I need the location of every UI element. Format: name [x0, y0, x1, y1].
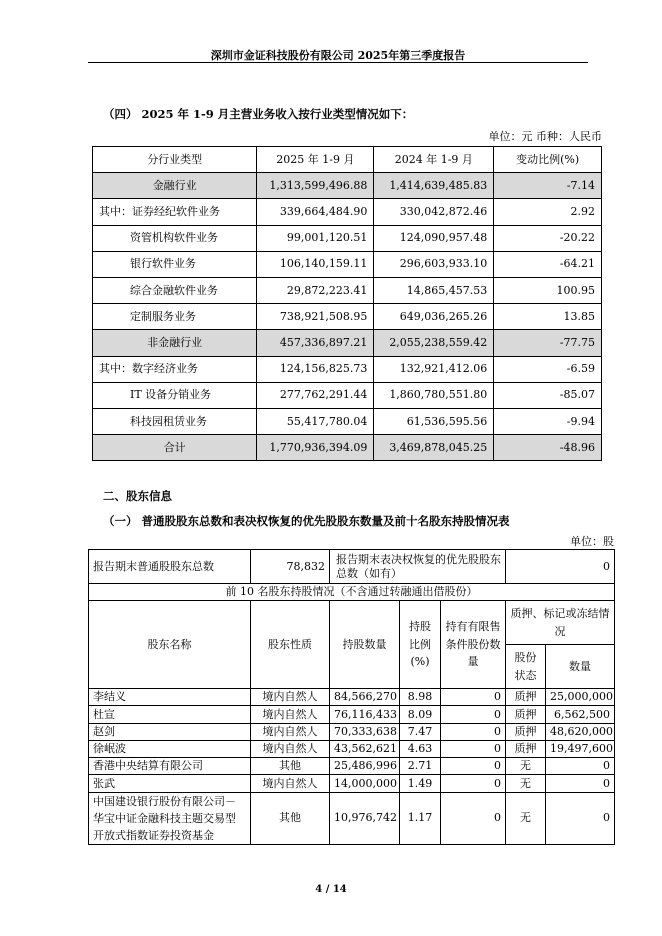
table-header-row	[93, 147, 602, 173]
holder-shares: 70,333,638	[330, 723, 400, 740]
col-header-2024: 2024 年 1-9 月	[374, 147, 494, 173]
holder-name: 杜宣	[89, 706, 251, 723]
holder-ratio: 1.17	[400, 792, 441, 844]
change-ratio: -6.59	[494, 356, 602, 382]
value-2025: 55,417,780.04	[257, 408, 374, 434]
holder-qty: 19,497,600	[546, 740, 615, 757]
holder-name: 徐岷波	[89, 740, 251, 757]
holder-restricted: 0	[441, 740, 506, 757]
industry-name: 金融行业	[93, 173, 257, 199]
holder-shares: 25,486,996	[330, 758, 400, 775]
holder-shares: 84,566,270	[330, 689, 400, 706]
value-2025: 124,156,825.73	[257, 356, 374, 382]
shareholders-table	[88, 549, 615, 845]
holder-status: 质押	[506, 740, 546, 757]
value-2024: 132,921,412.06	[374, 356, 494, 382]
industry-name: 综合金融软件业务	[93, 277, 257, 303]
table-row	[89, 689, 615, 706]
change-ratio: -64.21	[494, 251, 602, 277]
table-row	[89, 706, 615, 723]
section-2-unit: 单位：股	[570, 535, 614, 548]
holder-ratio: 8.98	[400, 689, 441, 706]
col-header-restricted: 持有有限售条件股份数量	[441, 601, 506, 689]
holder-shares: 76,116,433	[330, 706, 400, 723]
pref-holders-label: 报告期末表决权恢复的优先股股东总数（如有）	[330, 550, 506, 584]
holder-name: 香港中央结算有限公司	[89, 758, 251, 775]
table-row	[93, 382, 602, 408]
value-2025: 99,001,120.51	[257, 225, 374, 251]
change-ratio: -7.14	[494, 173, 602, 199]
page-number: 4 / 14	[315, 884, 347, 895]
change-ratio: -48.96	[494, 435, 602, 461]
table-row	[93, 304, 602, 330]
col-header-2025: 2025 年 1-9 月	[257, 147, 374, 173]
value-2024: 124,090,957.48	[374, 225, 494, 251]
industry-name: 定制服务业务	[93, 304, 257, 330]
holder-ratio: 7.47	[400, 723, 441, 740]
table-row	[93, 356, 602, 382]
page-header-title: 深圳市金证科技股份有限公司 2025年第三季度报告	[210, 49, 466, 62]
section-4-unit: 单位：元 币种：人民币	[488, 130, 602, 143]
change-ratio: -9.94	[494, 408, 602, 434]
industry-name: IT 设备分销业务	[93, 382, 257, 408]
industry-name: 合计	[93, 435, 257, 461]
value-2025: 738,921,508.95	[257, 304, 374, 330]
table-row	[93, 408, 602, 434]
col-header-name: 股东名称	[89, 601, 251, 689]
pref-holders-value: 0	[506, 550, 615, 584]
holder-status: 无	[506, 758, 546, 775]
change-ratio: 13.85	[494, 304, 602, 330]
col-header-pledge-status: 股份状态	[506, 645, 546, 689]
value-2024: 3,469,878,045.25	[374, 435, 494, 461]
holder-status: 无	[506, 792, 546, 844]
value-2025: 277,762,291.44	[257, 382, 374, 408]
holder-status: 质押	[506, 723, 546, 740]
holder-restricted: 0	[441, 775, 506, 792]
industry-name: 资管机构软件业务	[93, 225, 257, 251]
holder-nature: 境内自然人	[251, 740, 330, 757]
value-2025: 29,872,223.41	[257, 277, 374, 303]
top10-title: 前 10 名股东持股情况（不含通过转融通出借股份）	[89, 584, 615, 601]
table-row	[93, 277, 602, 303]
holder-restricted: 0	[441, 792, 506, 844]
value-2024: 296,603,933.10	[374, 251, 494, 277]
holder-qty: 25,000,000	[546, 689, 615, 706]
table-row	[89, 723, 615, 740]
col-header-pledge: 质押、标记或冻结情况	[506, 601, 615, 645]
table-total-row	[93, 435, 602, 461]
holder-ratio: 1.49	[400, 775, 441, 792]
holder-name: 中国建设银行股份有限公司－华宝中证金融科技主题交易型开放式指数证券投资基金	[89, 792, 251, 844]
section-4-heading: （四） 2025 年 1-9 月主营业务收入按行业类型情况如下：	[103, 107, 414, 121]
change-ratio: -77.75	[494, 330, 602, 356]
col-header-shares: 持股数量	[330, 601, 400, 689]
top10-title-row	[89, 584, 615, 601]
holder-qty: 0	[546, 758, 615, 775]
value-2024: 649,036,265.26	[374, 304, 494, 330]
holder-ratio: 4.63	[400, 740, 441, 757]
col-header-pledge-qty: 数量	[546, 645, 615, 689]
holder-qty: 0	[546, 775, 615, 792]
holder-shares: 14,000,000	[330, 775, 400, 792]
table-row	[89, 758, 615, 775]
value-2024: 61,536,595.56	[374, 408, 494, 434]
table-row	[93, 173, 602, 199]
industry-name: 其中：证券经纪软件业务	[93, 199, 257, 225]
table-row	[89, 792, 615, 844]
holder-restricted: 0	[441, 689, 506, 706]
value-2025: 1,313,599,496.88	[257, 173, 374, 199]
col-header-ratio: 持股比例(%)	[400, 601, 441, 689]
holder-restricted: 0	[441, 706, 506, 723]
table-row	[89, 740, 615, 757]
col-header-industry: 分行业类型	[93, 147, 257, 173]
holder-nature: 境内自然人	[251, 689, 330, 706]
holder-shares: 10,976,742	[330, 792, 400, 844]
col-header-nature: 股东性质	[251, 601, 330, 689]
section-2-heading: 二、股东信息	[103, 489, 172, 503]
holder-shares: 43,562,621	[330, 740, 400, 757]
value-2025: 457,336,897.21	[257, 330, 374, 356]
holder-name: 赵剑	[89, 723, 251, 740]
holder-restricted: 0	[441, 758, 506, 775]
table-row	[93, 199, 602, 225]
total-holders-value: 78,832	[251, 550, 330, 584]
holder-status: 质押	[506, 689, 546, 706]
section-2-sub-heading: （一） 普通股股东总数和表决权恢复的优先股股东数量及前十名股东持股情况表	[103, 514, 510, 528]
value-2025: 339,664,484.90	[257, 199, 374, 225]
change-ratio: -20.22	[494, 225, 602, 251]
table-row	[89, 775, 615, 792]
industry-name: 其中：数字经济业务	[93, 356, 257, 382]
value-2025: 1,770,936,394.09	[257, 435, 374, 461]
holder-nature: 其他	[251, 792, 330, 844]
holder-status: 质押	[506, 706, 546, 723]
value-2025: 106,140,159.11	[257, 251, 374, 277]
holder-qty: 0	[546, 792, 615, 844]
industry-revenue-table	[92, 146, 602, 461]
total-holders-label: 报告期末普通股股东总数	[89, 550, 251, 584]
change-ratio: 2.92	[494, 199, 602, 225]
table-row	[93, 225, 602, 251]
col-header-change: 变动比例(%)	[494, 147, 602, 173]
value-2024: 330,042,872.46	[374, 199, 494, 225]
value-2024: 2,055,238,559.42	[374, 330, 494, 356]
holder-qty: 6,562,500	[546, 706, 615, 723]
holder-nature: 境内自然人	[251, 706, 330, 723]
industry-name: 非金融行业	[93, 330, 257, 356]
holder-ratio: 2.71	[400, 758, 441, 775]
holder-nature: 境内自然人	[251, 775, 330, 792]
total-holders-row	[89, 550, 615, 584]
holder-ratio: 8.09	[400, 706, 441, 723]
holder-name: 李结义	[89, 689, 251, 706]
table-row	[93, 251, 602, 277]
table-row	[93, 330, 602, 356]
value-2024: 1,414,639,485.83	[374, 173, 494, 199]
value-2024: 14,865,457.53	[374, 277, 494, 303]
header-row-1	[89, 601, 615, 645]
holder-status: 无	[506, 775, 546, 792]
holder-restricted: 0	[441, 723, 506, 740]
holder-nature: 境内自然人	[251, 723, 330, 740]
holder-name: 张武	[89, 775, 251, 792]
industry-name: 银行软件业务	[93, 251, 257, 277]
header-divider	[88, 62, 588, 63]
holder-qty: 48,620,000	[546, 723, 615, 740]
value-2024: 1,860,780,551.80	[374, 382, 494, 408]
change-ratio: -85.07	[494, 382, 602, 408]
industry-name: 科技园租赁业务	[93, 408, 257, 434]
change-ratio: 100.95	[494, 277, 602, 303]
holder-nature: 其他	[251, 758, 330, 775]
